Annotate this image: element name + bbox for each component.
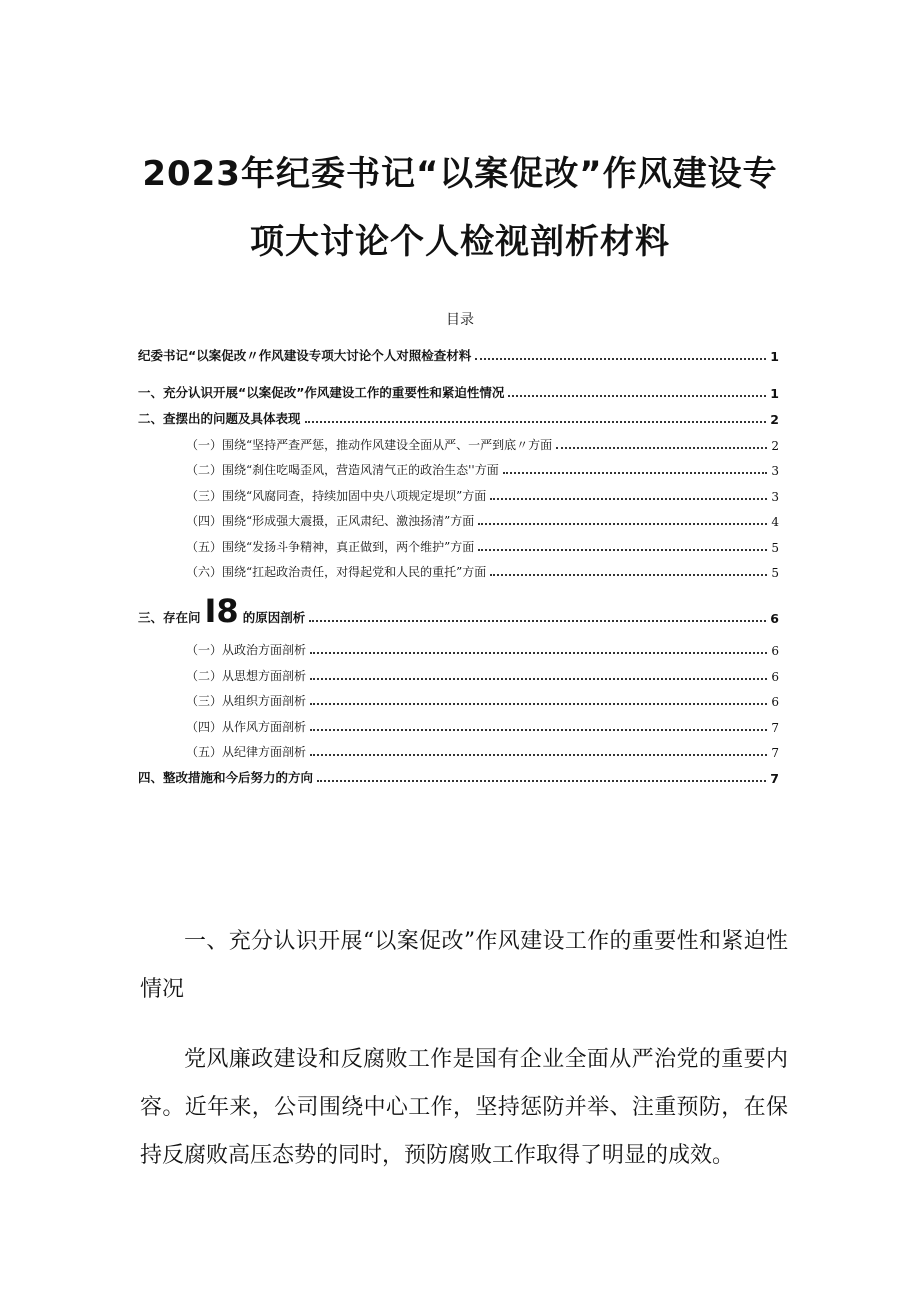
- toc-entry-text: （二）从思想方面剖析: [186, 669, 307, 683]
- toc-leader: [478, 523, 767, 525]
- toc-page-number: 5: [771, 541, 779, 555]
- toc-page-number: 2: [770, 412, 779, 427]
- toc-entry[interactable]: [138, 346, 779, 364]
- toc-page-number: 7: [771, 721, 779, 735]
- toc-entry[interactable]: [186, 562, 779, 580]
- toc-entry-text-part1: 三、存在问: [138, 610, 201, 625]
- toc-entry-text: （五）围绕“发扬斗争精神，真正做到，两个维护”方面: [186, 540, 475, 554]
- toc-entry-text: [138, 592, 306, 630]
- toc-page-number: 7: [770, 771, 779, 786]
- toc-entry[interactable]: [186, 666, 779, 684]
- toc-page-number: 2: [771, 439, 779, 453]
- section-heading-text: 一、充分认识开展“以案促改”作风建设工作的重要性和紧迫性情况: [140, 929, 788, 1002]
- toc-page-number: 1: [770, 349, 779, 364]
- toc-entry-ocr-glyph: I8: [204, 592, 239, 630]
- toc-page-number: 3: [771, 490, 779, 504]
- toc-page-number: 1: [770, 386, 779, 401]
- toc-entry-text: （二）围绕“刹住吃喝歪风，营造风清气正的政治生态''方面: [186, 463, 499, 477]
- body-paragraph-text: 党风廉政建设和反腐败工作是国有企业全面从严治党的重要内容。近年来，公司围绕中心工作，坚持惩防并举、注重预防，在保持反腐败高压态势的同时，预防腐败工作取得了明显的成效。: [140, 1047, 788, 1168]
- toc-entry[interactable]: [186, 691, 779, 709]
- toc-page-number: 4: [771, 515, 779, 529]
- toc-entry[interactable]: [186, 460, 779, 478]
- body-paragraph: [140, 1036, 788, 1180]
- toc-leader: [310, 729, 767, 731]
- toc-entry-text: （三）从组织方面剖析: [186, 694, 307, 708]
- toc-leader: [503, 472, 768, 474]
- toc-entry-text: （三）围绕“风腐同查，持续加固中央八项规定堤坝”方面: [186, 489, 487, 503]
- toc-entry-text-part2: 的原因剖析: [242, 610, 306, 625]
- toc-leader: [490, 574, 767, 576]
- toc-entry-text: （一）从政治方面剖析: [186, 643, 307, 657]
- toc-leader: [309, 620, 766, 622]
- document-title-line2: 项大讨论个人检视剖析材料: [250, 222, 670, 262]
- toc-entry[interactable]: [138, 409, 779, 427]
- toc-entry-text: 四、整改措施和今后努力的方向: [138, 770, 314, 785]
- toc-entry-text: （四）从作风方面剖析: [186, 720, 307, 734]
- toc-entry-text: （五）从纪律方面剖析: [186, 745, 307, 759]
- toc-leader: [317, 780, 766, 782]
- toc-page-number: 6: [770, 611, 779, 626]
- toc-entry[interactable]: [138, 383, 779, 401]
- toc-entry[interactable]: [186, 511, 779, 529]
- toc-page-number: 5: [771, 566, 779, 580]
- document-title-line1: 2023年纪委书记“以案促改”作风建设专: [142, 154, 778, 194]
- toc-leader: [310, 678, 767, 680]
- toc-entry-text: （四）围绕“形成强大震摄，正风肃纪、激浊扬清”方面: [186, 514, 475, 528]
- toc-leader: [310, 754, 767, 756]
- toc-page-number: 3: [771, 464, 779, 478]
- toc-entry[interactable]: [186, 435, 779, 453]
- toc-entry[interactable]: [186, 537, 779, 555]
- toc-leader: [490, 498, 767, 500]
- toc-entry[interactable]: [186, 742, 779, 760]
- toc-entry[interactable]: [138, 592, 779, 630]
- toc-entry[interactable]: [186, 486, 779, 504]
- toc-entry-text: 二、查摆出的问题及具体表现: [138, 411, 301, 426]
- toc-entry-text: （六）围绕“扛起政治责任，对得起党和人民的重托”方面: [186, 565, 487, 579]
- toc-page-number: 6: [771, 670, 779, 684]
- toc-leader: [508, 395, 766, 397]
- toc-leader: [310, 652, 767, 654]
- toc-page-number: 6: [771, 644, 779, 658]
- toc-heading: 目录: [446, 312, 474, 328]
- toc-entry-text: 一、充分认识开展“以案促改”作风建设工作的重要性和紧迫性情况: [138, 385, 505, 400]
- toc-entry-text: （一）围绕“坚持严查严惩，推动作风建设全面从严、一严到底〃方面: [186, 438, 553, 452]
- toc-leader: [475, 358, 766, 360]
- toc-leader: [556, 447, 767, 449]
- toc-leader: [310, 703, 767, 705]
- toc-page-number: 7: [771, 746, 779, 760]
- toc-page-number: 6: [771, 695, 779, 709]
- toc-leader: [305, 421, 767, 423]
- toc-entry-text: 纪委书记“以案促改〃作风建设专项大讨论个人对照检查材料: [138, 348, 472, 363]
- section-heading: [140, 918, 788, 1014]
- toc-entry[interactable]: [186, 640, 779, 658]
- toc-entry[interactable]: [186, 717, 779, 735]
- toc-entry[interactable]: [138, 768, 779, 786]
- toc-leader: [478, 549, 767, 551]
